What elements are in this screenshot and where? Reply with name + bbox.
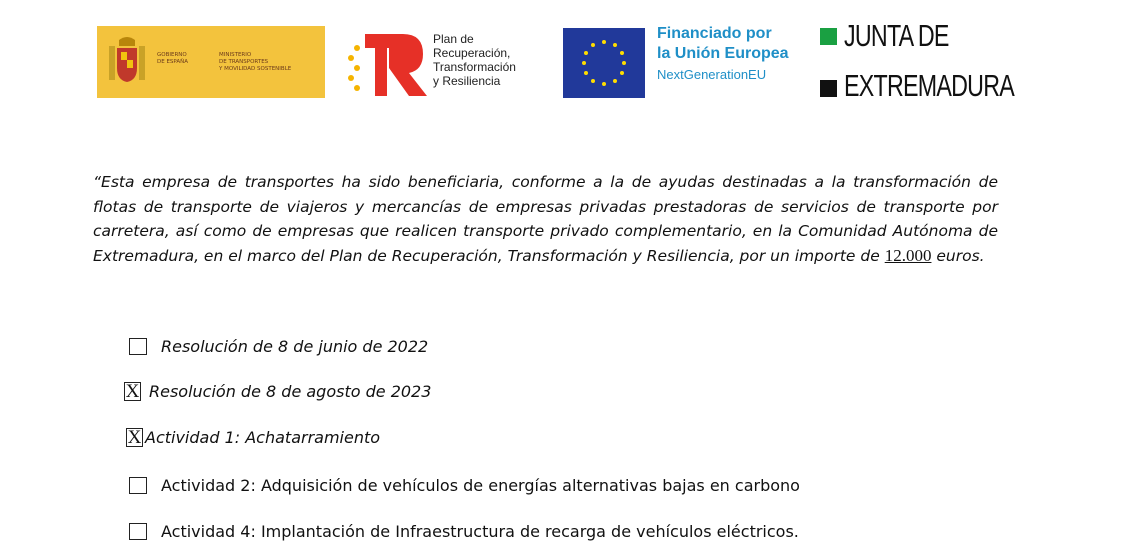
option-label: Resolución de 8 de agosto de 2023	[149, 382, 432, 401]
eu-line1: Financiado por	[657, 25, 772, 42]
prtr-line2: Recuperación,	[433, 46, 511, 60]
ministerio-line1: MINISTERIO	[219, 52, 252, 58]
logo-banner	[0, 20, 1121, 110]
checkbox[interactable]	[129, 477, 147, 494]
junta-extremadura-logo	[818, 18, 1015, 106]
prtr-line1: Plan de	[433, 32, 474, 46]
tr-mark-icon	[359, 30, 429, 100]
gobierno-espana-logo	[97, 26, 325, 98]
statement-suffix: euros.	[936, 246, 985, 265]
checkbox-checked[interactable]: X	[125, 380, 140, 402]
ministerio-line2: DE TRANSPORTES	[219, 59, 269, 65]
beneficiary-statement	[93, 170, 998, 268]
coat-of-arms-icon	[107, 36, 147, 86]
option-actividad-4[interactable]	[129, 522, 799, 541]
statement-text: “Esta empresa de transportes ha sido beneficiaria, conforme a la de ayudas destinadas a la transformación de flotas de transporte de viajeros y mercancías de empresas privadas prestadoras de servicios de transporte por carretera, así como de empresas que realicen transporte privado complementario, en la Comunidad Autónoma de Extremadura, en el marco del Plan de Recuperación, Transformación y Resiliencia, por un importe de	[93, 173, 998, 265]
black-square-icon	[820, 80, 837, 97]
option-resolucion-2022[interactable]	[129, 337, 428, 356]
option-label: Actividad 1: Achatarramiento	[145, 428, 381, 447]
option-label: Actividad 4: Implantación de Infraestructura de recarga de vehículos eléctricos.	[161, 522, 799, 541]
option-label: Actividad 2: Adquisición de vehículos de energías alternativas bajas en carbono	[161, 476, 800, 495]
eu-flag-icon	[563, 28, 645, 98]
eu-line3: NextGenerationEU	[657, 67, 767, 82]
ministerio-line3: Y MOVILIDAD SOSTENIBLE	[219, 66, 292, 72]
gobierno-line1: GOBIERNO	[157, 52, 187, 58]
option-resolucion-2023[interactable]	[124, 382, 431, 401]
amount-value: 12.000	[884, 245, 932, 265]
checkbox[interactable]	[129, 523, 147, 540]
checkbox[interactable]	[129, 338, 147, 355]
gobierno-line2: DE ESPAÑA	[157, 59, 189, 65]
plan-recuperacion-logo	[345, 26, 550, 101]
prtr-line4: y Resiliencia	[433, 74, 501, 88]
prtr-line3: Transformación	[433, 60, 516, 74]
junta-line1: JUNTA DE	[844, 18, 949, 53]
green-square-icon	[820, 28, 837, 45]
option-actividad-1[interactable]	[126, 428, 380, 447]
eu-funding-text	[657, 24, 817, 100]
checkbox-checked[interactable]: X	[127, 426, 142, 448]
junta-line2: EXTREMADURA	[844, 68, 1015, 103]
eu-line2: la Unión Europea	[657, 45, 789, 62]
option-actividad-2[interactable]	[129, 476, 800, 495]
option-label: Resolución de 8 de junio de 2022	[161, 337, 429, 356]
